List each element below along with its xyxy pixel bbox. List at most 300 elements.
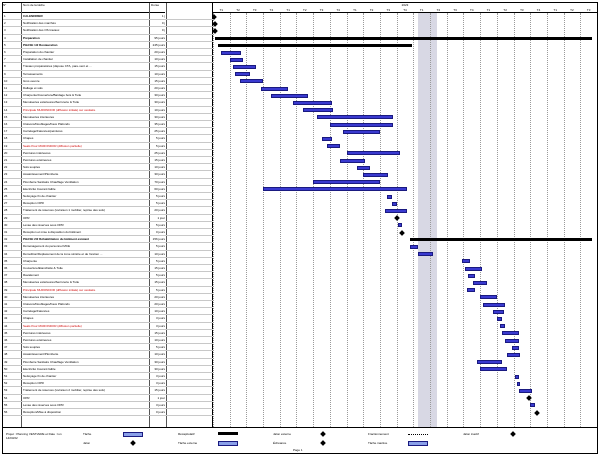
task-row[interactable] (3, 49, 213, 56)
task-bar[interactable] (313, 180, 380, 184)
milestone-marker[interactable] (534, 410, 540, 416)
task-dur: 25 jours (154, 150, 165, 155)
task-dur: 25 jours (154, 129, 165, 134)
task-id: 22 (4, 165, 8, 170)
task-dur: 10 jours (154, 352, 165, 357)
task-id: 5 (4, 42, 6, 47)
timeline-gridline (213, 13, 214, 427)
task-bar[interactable] (322, 137, 332, 141)
task-row[interactable] (3, 135, 213, 142)
milestone-marker[interactable] (213, 21, 218, 27)
task-row[interactable] (3, 409, 213, 416)
legend-swatch (320, 431, 326, 437)
task-bar[interactable] (392, 202, 397, 206)
header-id (3, 3, 23, 13)
holiday-band (418, 13, 436, 427)
timeline-caption: 2023 (401, 3, 409, 7)
timeline-gridline (347, 13, 348, 427)
task-name: Carrelage/Faïences/peintures (23, 129, 63, 134)
legend-label: Jalon inactif (463, 432, 479, 436)
task-name: Notification des OS travaux (23, 28, 60, 33)
timeline-period: T2 (570, 8, 574, 12)
task-row[interactable] (3, 215, 213, 222)
task-row[interactable] (3, 56, 213, 63)
timeline-gridline (263, 13, 264, 427)
timeline-period: T2 (236, 8, 240, 12)
timeline-gridline (480, 13, 481, 427)
legend-swatch (123, 432, 143, 437)
task-bar[interactable] (507, 353, 520, 357)
task-bar[interactable] (363, 173, 388, 177)
legend-swatch (320, 440, 326, 446)
header-id-label: N° (3, 3, 7, 7)
task-bar[interactable] (235, 72, 250, 76)
task-name: Traitement de réserves (Livraison 1 mobilier, reprise des sols) (23, 208, 105, 213)
timeline-gridline (380, 13, 381, 427)
task-dur: 5 jours (155, 201, 165, 206)
task-name: Seals Pour MURONDOR (diffusion partielle) (23, 323, 82, 328)
task-dur: 3 jours (155, 374, 165, 378)
task-id: 27 (4, 201, 8, 206)
task-dur: 15 jours (154, 78, 165, 83)
task-row[interactable] (3, 200, 213, 207)
legend-swatch (130, 440, 136, 446)
task-dur: 15 jours (154, 64, 165, 69)
task-bar[interactable] (497, 317, 502, 321)
task-id: 29 (4, 215, 8, 220)
legend-swatch (408, 441, 428, 446)
task-bar[interactable] (512, 346, 519, 350)
task-row[interactable] (3, 330, 213, 337)
task-name: Démolition/Déplacement de la zone sinistre et de l'ancien ... (23, 251, 103, 256)
task-name: Plomberie Sanitaire Chauffage Ventilation (23, 359, 79, 364)
task-bar[interactable] (410, 245, 418, 249)
task-dur: 10 jours (154, 309, 165, 314)
task-bar[interactable] (327, 144, 340, 148)
timeline-period: T3 (453, 8, 457, 12)
task-row[interactable] (3, 107, 213, 114)
task-row[interactable] (3, 128, 213, 135)
summary-bar[interactable] (215, 37, 592, 40)
legend-swatch (408, 434, 428, 435)
task-name: Terrassements (23, 71, 43, 76)
task-row[interactable] (3, 92, 213, 99)
summary-bar[interactable] (410, 238, 592, 241)
task-name: Gros oeuvre (23, 78, 40, 83)
task-bar[interactable] (468, 274, 475, 278)
timeline-period: T2 (303, 8, 307, 12)
task-dur: 15 jours (154, 330, 165, 335)
task-row[interactable] (3, 351, 213, 358)
task-row[interactable] (3, 272, 213, 279)
task-name: Electricité Courant faible (23, 366, 56, 371)
legend-label: Jalon (83, 441, 91, 445)
timeline-period: T3 (319, 8, 324, 12)
task-bar[interactable] (500, 324, 505, 328)
task-id: 2 (4, 21, 6, 26)
header-name (23, 3, 151, 13)
task-name: Notification des marchés (23, 21, 56, 26)
page-number: Page 1 (293, 448, 303, 452)
task-name: PHASE 1/2 Restauration (23, 42, 58, 47)
task-id: 19 (4, 143, 8, 148)
task-bar[interactable] (483, 303, 505, 307)
task-name: Chapes (23, 316, 34, 321)
task-row[interactable] (3, 63, 213, 70)
task-dur: 1 jour (157, 215, 165, 220)
task-dur: 5 jours (155, 222, 165, 227)
task-bar[interactable] (467, 288, 475, 292)
task-dur: 10 jours (154, 71, 165, 76)
task-id: 3 (4, 28, 6, 33)
task-bar[interactable] (233, 65, 256, 69)
task-dur: 156 jours (152, 237, 165, 242)
task-grid (3, 3, 597, 427)
task-name: Seals Pour MURONDOR (diffusion partielle) (23, 143, 82, 148)
task-row[interactable] (3, 337, 213, 344)
task-dur: 0 jours (155, 410, 165, 414)
task-name: Peintures extérieures (23, 158, 52, 162)
task-row[interactable] (3, 222, 213, 229)
task-id: 36 (4, 266, 8, 270)
task-id: 9 (4, 71, 6, 76)
task-dur: 15 jours (154, 158, 165, 162)
task-row[interactable] (3, 243, 213, 250)
task-bar[interactable] (480, 295, 497, 299)
task-row[interactable] (3, 13, 213, 20)
task-row[interactable] (3, 99, 213, 106)
task-bar[interactable] (502, 331, 519, 335)
task-name: Ravalement (23, 273, 40, 278)
task-row[interactable] (3, 294, 213, 301)
task-name: Peintures intérieures (23, 330, 51, 335)
task-bar[interactable] (465, 267, 482, 271)
task-dur: 5 jours (155, 345, 165, 350)
task-row[interactable] (3, 179, 213, 186)
task-dur: 30 jours (154, 359, 165, 364)
task-row[interactable] (3, 344, 213, 351)
milestone-marker[interactable] (394, 215, 400, 221)
task-name: Peintures intérieures (23, 150, 51, 155)
task-bar[interactable] (418, 252, 433, 256)
task-row[interactable] (3, 164, 213, 171)
milestone-marker[interactable] (399, 230, 405, 236)
task-id: 49 (4, 359, 8, 364)
legend-label: Échéance (273, 441, 287, 445)
task-bar[interactable] (387, 195, 392, 199)
task-dur: 15 jours (154, 280, 165, 285)
task-id: 18 (4, 136, 8, 141)
task-id: 37 (4, 273, 8, 278)
task-dur: 35 jours (154, 122, 165, 126)
task-row[interactable] (3, 236, 213, 243)
task-id: 26 (4, 194, 8, 198)
task-row[interactable] (3, 265, 213, 272)
task-id: 56 (4, 410, 8, 414)
task-name: Préparation du chantier (23, 50, 55, 54)
task-row[interactable] (3, 323, 213, 330)
task-id: 42 (4, 309, 8, 314)
task-row[interactable] (3, 359, 213, 366)
task-bar[interactable] (343, 130, 380, 134)
task-id: 38 (4, 280, 8, 285)
timeline-gridline (313, 13, 314, 427)
task-name: Nettoyage fin de chantier (23, 374, 57, 378)
milestone-marker[interactable] (213, 14, 217, 20)
task-row[interactable] (3, 121, 213, 128)
task-row[interactable] (3, 301, 213, 308)
task-bar[interactable] (263, 187, 407, 191)
task-dur: 30 jours (154, 114, 165, 119)
task-id: 46 (4, 338, 8, 342)
task-id: 20 (4, 150, 8, 155)
task-bar[interactable] (530, 403, 535, 407)
timeline-gridline (514, 13, 515, 427)
task-name: Préparation (23, 35, 40, 40)
task-name: Cloisons/Doublages/Faux Plafonds (23, 122, 70, 126)
legend-label: Récapitulatif (178, 432, 195, 436)
task-dur: 95 jours (154, 35, 165, 40)
task-id: 16 (4, 122, 8, 126)
timeline-period: T1 (353, 8, 357, 12)
task-bar[interactable] (230, 58, 243, 62)
task-name: Cloisons/Doublages/Faux Plafonds (23, 302, 70, 306)
task-id: 30 (4, 222, 8, 227)
task-row[interactable] (3, 20, 213, 27)
task-name: Installation de chantier (23, 57, 54, 62)
task-dur: 15 jours (154, 266, 165, 270)
task-id: 54 (4, 395, 8, 400)
task-bar[interactable] (493, 310, 503, 314)
task-dur: 5 jours (155, 194, 165, 198)
task-row[interactable] (3, 78, 213, 85)
timeline-period: T3 (520, 8, 524, 12)
task-bar[interactable] (317, 115, 394, 119)
task-row[interactable] (3, 395, 213, 402)
task-name: Menuiseries intérieures (23, 294, 55, 299)
summary-bar[interactable] (218, 44, 412, 47)
task-name: Réception/Mise à disposition (23, 410, 62, 414)
task-name: Dallage et sols (23, 86, 43, 90)
task-row[interactable] (3, 373, 213, 380)
task-dur: 0 j (161, 21, 165, 26)
task-id: 17 (4, 129, 8, 134)
task-id: 51 (4, 374, 8, 378)
task-id: 53 (4, 388, 8, 393)
task-dur: 3 jours (155, 316, 165, 321)
task-dur: 10 jours (154, 107, 165, 112)
task-row[interactable] (3, 251, 213, 258)
task-row[interactable] (3, 85, 213, 92)
task-name: Menuiseries intérieures (23, 114, 55, 119)
task-row[interactable] (3, 207, 213, 214)
task-row[interactable] (3, 402, 213, 409)
task-row[interactable] (3, 279, 213, 286)
task-dur: 1 j (161, 14, 165, 18)
header-name-label: Nom de la tâche (23, 3, 45, 7)
task-row[interactable] (3, 171, 213, 178)
task-dur: 30 jours (154, 366, 165, 371)
task-row[interactable] (3, 35, 213, 42)
task-dur: 3 jours (155, 381, 165, 386)
task-row[interactable] (3, 308, 213, 315)
task-id: 11 (4, 86, 8, 90)
task-id: 25 (4, 186, 8, 191)
project-info: Projet : Planning VESTIAIRE et Date : lun 14/03/22 (6, 432, 62, 440)
task-dur: 3 jours (155, 323, 165, 328)
task-id: 48 (4, 352, 8, 357)
timeline-period: T3 (586, 8, 591, 12)
task-bar[interactable] (473, 281, 486, 285)
task-bar[interactable] (517, 382, 520, 386)
task-row[interactable] (3, 193, 213, 200)
task-bar[interactable] (240, 79, 263, 83)
timeline-gridline (497, 13, 498, 427)
milestone-marker[interactable] (213, 28, 218, 34)
task-row[interactable] (3, 143, 213, 150)
task-row[interactable] (3, 387, 213, 394)
task-id: 12 (4, 93, 8, 98)
task-dur: 10 jours (154, 57, 165, 62)
task-row[interactable] (3, 27, 213, 34)
task-dur: 60 jours (154, 186, 165, 191)
header-duration (151, 3, 165, 13)
timeline-period: T2 (369, 8, 374, 12)
task-row[interactable] (3, 258, 213, 265)
timeline-gridline (230, 13, 231, 427)
task-bar[interactable] (515, 375, 518, 379)
task-dur: 15 jours (154, 388, 165, 393)
task-name: Menuiseries extérieures/Serrurerie & Tuile (23, 280, 80, 285)
task-dur: 0 j (161, 28, 165, 33)
task-bar[interactable] (303, 108, 333, 112)
task-dur: 5 jours (155, 244, 165, 249)
task-name: Réception et mise à disposition du bâtiment (23, 230, 82, 234)
task-dur: 0 jours (155, 230, 165, 234)
task-bar[interactable] (261, 87, 288, 91)
task-name: Peintures extérieures (23, 338, 52, 342)
task-name: Carrelage/Faïences (23, 309, 50, 314)
legend-label: Tâche inactive (368, 441, 388, 445)
legend (3, 427, 597, 454)
task-row[interactable] (3, 380, 213, 387)
task-id: 41 (4, 302, 8, 306)
legend-label: Tâche externe (178, 441, 198, 445)
timeline-gridline (447, 13, 448, 427)
gantt-sheet (2, 2, 598, 454)
timeline-period: T4 (403, 8, 407, 12)
task-dur: 20 jours (154, 86, 165, 90)
task-bar[interactable] (385, 209, 407, 213)
task-id: 40 (4, 294, 8, 299)
timeline-period: T1 (219, 8, 224, 12)
task-bar[interactable] (340, 159, 365, 163)
task-name: Sols souples (23, 165, 41, 170)
task-bar[interactable] (347, 151, 400, 155)
legend-swatch (218, 441, 238, 446)
task-name: Charpente/Couverture/Bardage bois & Tuile (23, 93, 82, 98)
task-row[interactable] (3, 150, 213, 157)
task-name: PHASE 2/2 Réhabilitation du bâtiment existant (23, 237, 90, 242)
task-row[interactable] (3, 287, 213, 294)
legend-swatch (510, 431, 516, 437)
task-name: Sols souples (23, 345, 41, 350)
task-name: Chapes (23, 136, 34, 141)
task-row[interactable] (3, 315, 213, 322)
task-row[interactable] (3, 229, 213, 236)
task-dur: 10 jours (154, 338, 165, 342)
task-name: Nettoyage fin de chantier (23, 194, 57, 198)
task-id: 24 (4, 179, 8, 184)
task-dur: 30 jours (154, 93, 165, 98)
timeline-gridline (363, 13, 364, 427)
task-name: Déménagement du personnel MCE (23, 244, 71, 249)
task-name: Assainissement/Plomberie (23, 352, 59, 357)
timeline-gridline (296, 13, 297, 427)
task-id: 45 (4, 330, 8, 335)
task-dur: 20 jours (154, 302, 165, 306)
timeline-gridline (463, 13, 464, 427)
task-row[interactable] (3, 366, 213, 373)
task-bar[interactable] (477, 360, 502, 364)
task-name: OPR (23, 395, 30, 400)
timeline-period: T1 (286, 8, 290, 12)
task-bar[interactable] (330, 123, 393, 127)
task-name: Couverture/Etanchéité & Tuile (23, 266, 63, 270)
legend-label: Tâche (83, 432, 92, 436)
task-id: 55 (4, 402, 8, 407)
task-bar[interactable] (357, 166, 370, 170)
task-name: Principale MURONDOR (diffusion initiale) sur vestiaire (23, 287, 96, 292)
task-bar[interactable] (271, 94, 308, 98)
timeline-period: T1 (553, 8, 557, 12)
timeline-period: T4 (336, 8, 340, 12)
task-bar[interactable] (519, 389, 532, 393)
task-row[interactable] (3, 157, 213, 164)
task-bar[interactable] (505, 339, 518, 343)
task-row[interactable] (3, 186, 213, 193)
task-id: 10 (4, 78, 8, 83)
task-row[interactable] (3, 114, 213, 121)
task-dur: 30 jours (154, 172, 165, 177)
task-row[interactable] (3, 42, 213, 49)
task-name: OPR (23, 215, 30, 220)
task-bar[interactable] (293, 101, 331, 105)
task-bar[interactable] (221, 51, 241, 55)
timeline-gridline (413, 13, 414, 427)
timeline-period: T4 (269, 8, 274, 12)
task-bar[interactable] (462, 259, 470, 263)
task-name: Plomberie Sanitaire Chauffage Ventilation (23, 179, 79, 184)
task-id: 43 (4, 316, 8, 321)
timeline-period: T1 (486, 8, 491, 12)
task-id: 4 (4, 35, 6, 40)
task-name: Réception OPR (23, 381, 44, 386)
task-bar[interactable] (480, 367, 507, 371)
timeline-gridline (430, 13, 431, 427)
task-name: Principale MURONDOR (diffusion initiale) sur vestiaire (23, 107, 96, 112)
task-dur: 5 jours (155, 258, 165, 263)
task-dur: 30 jours (154, 100, 165, 105)
task-bar[interactable] (398, 223, 401, 227)
task-name: Assainissement/Plomberie (23, 172, 59, 177)
timeline-period: T3 (386, 8, 391, 12)
task-row[interactable] (3, 71, 213, 78)
timeline-period: T2 (436, 8, 441, 12)
timeline-gridline (330, 13, 331, 427)
gantt-chart (213, 13, 597, 427)
task-id: 44 (4, 323, 8, 328)
